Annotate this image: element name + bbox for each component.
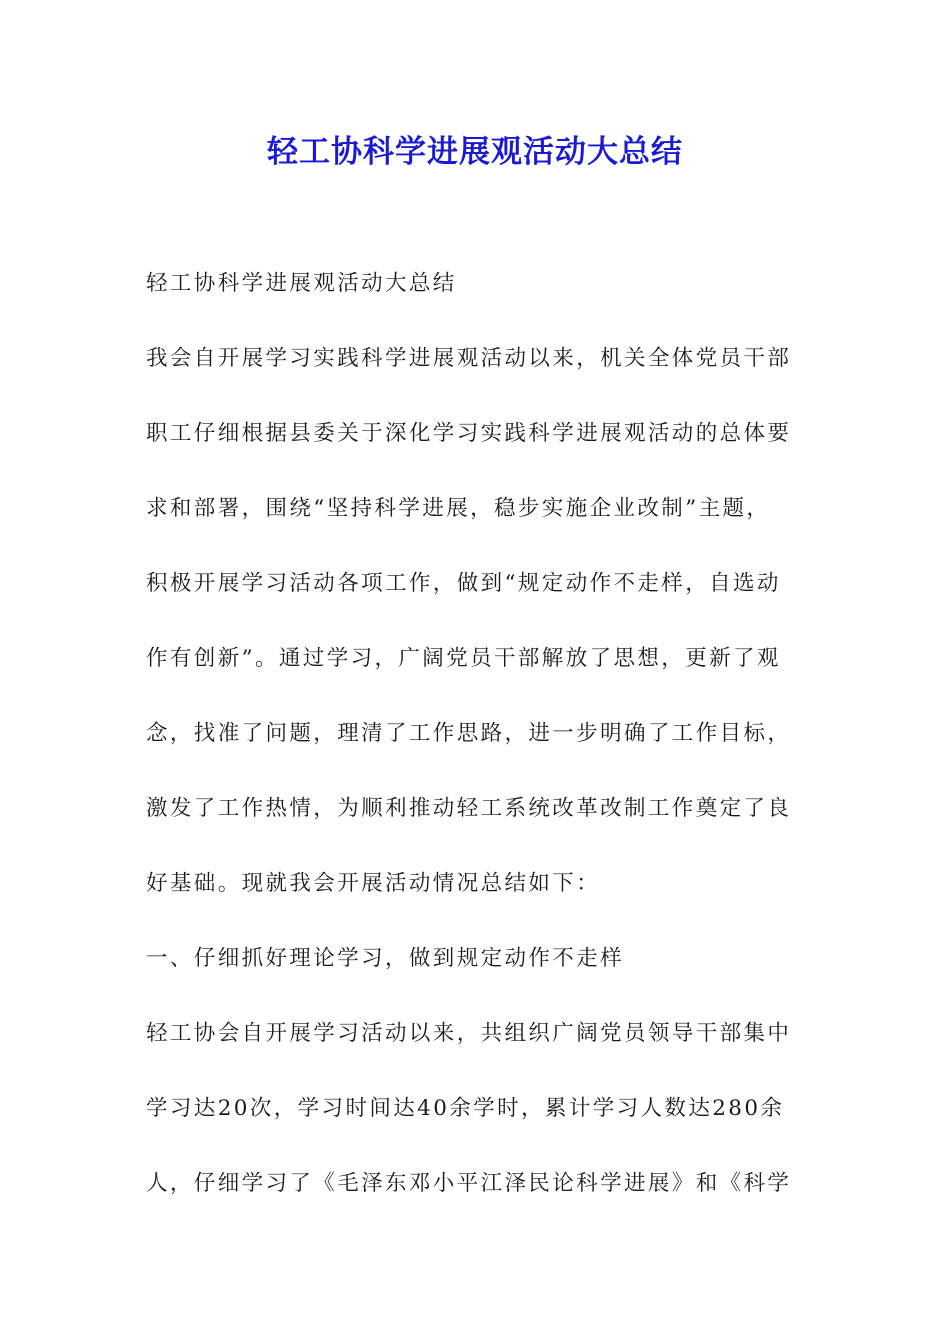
document-title: 轻工协科学进展观活动大总结	[267, 134, 683, 170]
document-body	[146, 262, 808, 1237]
body-line: 念，找准了问题，理清了工作思路，进一步明确了工作目标，	[146, 721, 792, 746]
body-line: 积极开展学习活动各项工作，做到“规定动作不走样，自选动	[146, 571, 781, 596]
body-line: 激发了工作热情，为顺利推动轻工系统改革改制工作奠定了良	[146, 796, 792, 821]
section-heading: 一、仔细抓好理论学习，做到规定动作不走样	[146, 946, 625, 971]
body-line: 我会自开展学习实践科学进展观活动以来，机关全体党员干部	[146, 346, 792, 371]
body-line: 人，仔细学习了《毛泽东邓小平江泽民论科学进展》和《科学	[146, 1171, 792, 1196]
body-line: 好基础。现就我会开展活动情况总结如下：	[146, 871, 601, 896]
body-line: 求和部署，围绕“坚持科学进展，稳步实施企业改制”主题，	[146, 496, 771, 521]
body-line: 作有创新”。通过学习，广阔党员干部解放了思想，更新了观	[146, 646, 781, 671]
body-line: 职工仔细根据县委关于深化学习实践科学进展观活动的总体要	[146, 421, 792, 446]
body-line: 学习达20次，学习时间达40余学时，累计学习人数达280余	[146, 1096, 785, 1121]
body-line-subtitle: 轻工协科学进展观活动大总结	[146, 271, 457, 296]
body-line: 轻工协会自开展学习活动以来，共组织广阔党员领导干部集中	[146, 1021, 792, 1046]
